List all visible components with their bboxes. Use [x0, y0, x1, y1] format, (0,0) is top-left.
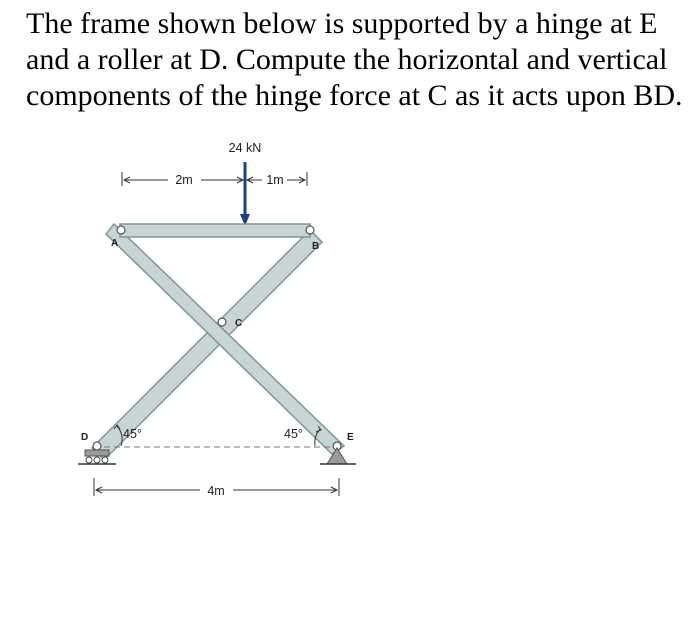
triangle-pin-support-icon [320, 448, 356, 464]
dim-label-1m: 1m [266, 173, 284, 187]
dim-label-2m: 2m [175, 173, 193, 187]
member-DB [92, 230, 322, 460]
point-label-A: A [111, 238, 119, 249]
point-label-E: E [347, 432, 354, 443]
pin-C-icon [218, 318, 226, 326]
pin-B-icon [306, 226, 314, 234]
problem-statement: The frame shown below is supported by a hinge at E and a roller at D. Compute the horizontal and vertical components of the hinge force at C as it acts upon BD. [26, 7, 683, 112]
pin-A-icon [117, 226, 125, 234]
down-arrow-icon [240, 162, 250, 226]
dim-label-4m: 4m [207, 484, 225, 498]
angle-label-left: 45° [123, 427, 142, 441]
point-label-C: C [235, 318, 243, 329]
point-label-B: B [312, 241, 320, 252]
pin-D-icon [93, 442, 101, 450]
angle-label-right: 45° [284, 427, 303, 441]
load-label: 24 kN [228, 141, 262, 155]
point-label-D: D [81, 432, 89, 443]
member-AB [120, 224, 310, 237]
